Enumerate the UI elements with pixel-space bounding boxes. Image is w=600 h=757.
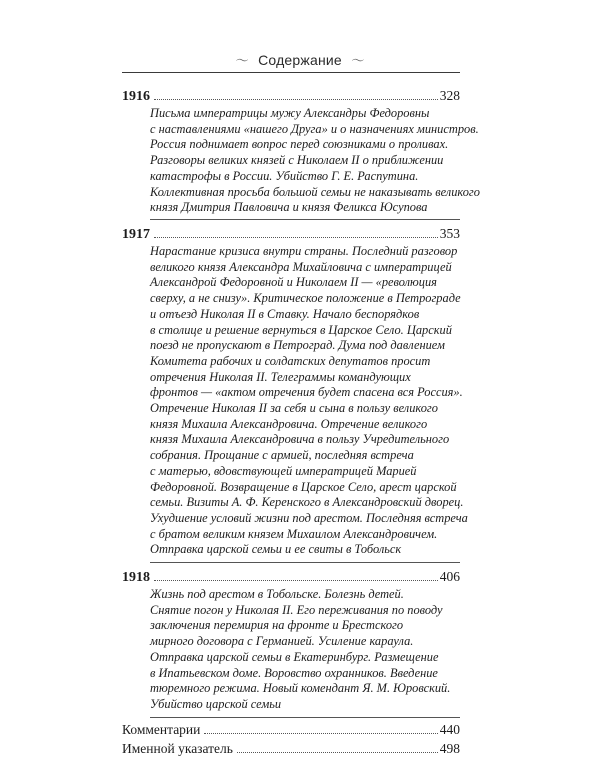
entry-page-number: 440 [439, 722, 460, 737]
entry-year: 1918 [122, 570, 150, 585]
description-line: Разговоры великих князей с Николаем II о приближении [150, 153, 444, 168]
description-line: отречения Николая II. Телеграммы командующих [150, 369, 411, 384]
entry-page-number: 498 [439, 741, 460, 756]
description-line: мирного договора с Германией. Усиление караула. [150, 634, 414, 649]
ornament-right-icon: 〜 [351, 53, 365, 68]
description-line: Убийство царской семьи [150, 696, 282, 711]
description-line: и отъезд Николая II в Ставку. Начало беспорядков [150, 306, 420, 321]
page-header [0, 50, 600, 70]
description-line: заключения перемирия на фронте и Брестского [150, 618, 404, 633]
description-line: Отправка царской семьи и ее свиты в Тобольск [150, 542, 402, 557]
entry-label: Именной указатель [122, 741, 233, 756]
section-separator [150, 717, 460, 718]
description-line: Отправка царской семьи в Екатеринбург. Размещение [150, 649, 439, 664]
entry-page-number: 406 [439, 569, 460, 584]
description-line: Письма императрицы мужу Александры Федоровны [150, 106, 430, 120]
section-separator [150, 219, 460, 220]
description-line: князя Дмитрия Павловича и князя Феликса Юсупова [150, 200, 428, 215]
description-line: катастрофы в России. Убийство Г. Е. Распутина. [150, 168, 419, 183]
entry-label: Комментарии [122, 722, 201, 737]
toc-entry-name-index[interactable] [122, 740, 460, 757]
description-line: поезд не пропускают в Петроград. Дума под давлением [150, 338, 445, 353]
page-title: Содержание [258, 52, 342, 68]
toc-entry-1916[interactable] [122, 87, 460, 105]
entry-page-number: 353 [439, 226, 460, 241]
description-line: фронтов — «актом отречения будет спасена вся Россия». [150, 385, 463, 400]
description-line: князя Михаила Александровича. Отречение великого [150, 416, 428, 431]
entry-description-1918 [150, 587, 460, 713]
description-line: в Ипатьевском доме. Воровство охранников. Введение [150, 665, 438, 680]
description-line: Комитета рабочих и солдатских депутатов просит [150, 353, 431, 368]
description-line: тюремного режима. Новый комендант Я. М. Юровский. [150, 681, 451, 696]
description-line: в столице и решение вернуться в Царское Село. Царский [150, 322, 452, 337]
description-line: Коллективная просьба большой семьи не наказывать великого [150, 184, 480, 199]
dot-leader [154, 236, 438, 238]
description-line: Ухудшение условий жизни под арестом. Последняя встреча [150, 510, 468, 525]
ornament-left-icon: 〜 [235, 53, 249, 68]
description-line: с братом великим князем Михаилом Александровичем. [150, 526, 438, 541]
toc-entry-comments[interactable] [122, 721, 460, 738]
section-separator [150, 562, 460, 563]
dot-leader [204, 732, 437, 734]
dot-leader [237, 751, 438, 753]
dot-leader [154, 579, 438, 581]
description-line: Федоровной. Возвращение в Царское Село, арест царской [150, 479, 457, 494]
entry-page-number: 328 [439, 88, 460, 103]
description-line: сверху, а не снизу». Критическое положение в Петрограде [150, 291, 461, 306]
description-line: князя Михаила Александровича в пользу Учредительного [150, 432, 450, 447]
description-line: Жизнь под арестом в Тобольске. Болезнь детей. [150, 587, 404, 601]
dot-leader [154, 98, 438, 100]
entry-description-1917 [150, 244, 468, 558]
entry-description-1916 [150, 106, 480, 216]
description-line: Отречение Николая II за себя и сына в пользу великого [150, 401, 438, 416]
toc-entry-1918[interactable] [122, 568, 460, 586]
description-line: Александрой Федоровной и Николаем II — «революция [150, 275, 437, 290]
header-rule [122, 72, 460, 73]
description-line: великого князя Александра Михайловича с императрицей [150, 259, 452, 274]
description-line: семьи. Визиты А. Ф. Керенского в Александровский дворец. [150, 495, 464, 510]
entry-year: 1916 [122, 89, 150, 104]
description-line: собрания. Прощание с армией, последняя встреча [150, 448, 414, 463]
description-line: с матерью, вдовствующей императрицей Марией [150, 463, 417, 478]
toc-entry-1917[interactable] [122, 225, 460, 243]
description-line: с наставлениями «нашего Друга» и о назначениях министров. [150, 121, 479, 136]
description-line: Нарастание кризиса внутри страны. Последний разговор [150, 244, 458, 258]
description-line: Россия поднимает вопрос перед союзниками о проливах. [150, 137, 449, 152]
description-line: Снятие погон у Николая II. Его переживания по поводу [150, 602, 443, 617]
entry-year: 1917 [122, 227, 150, 242]
